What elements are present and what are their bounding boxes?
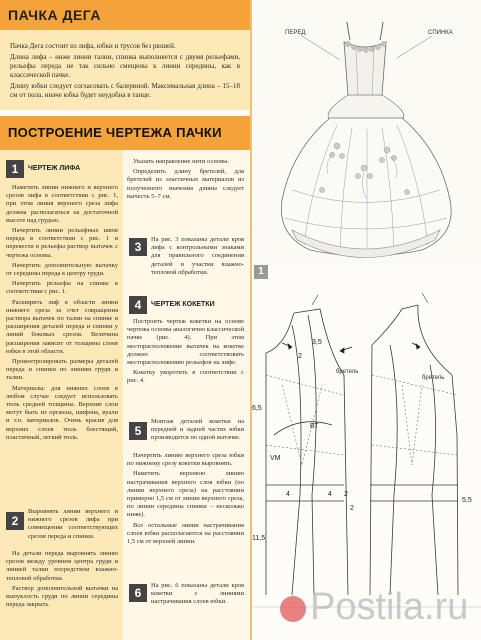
continuation-paragraph: Указать направление нити основы. — [133, 158, 230, 165]
dim-2-top: 2 — [298, 353, 302, 360]
section-bar — [0, 116, 250, 150]
step-1-paragraph: Материалы: для нижних слоев в любом случае следует использовать тюль средней толщины. Верхние слои могут быть из органзы, шифона, вуали и т.п. материалов. Очень красив для верхних слоев тюль блестящий, пластичный, легкий тюль. — [6, 384, 118, 441]
step-2-text — [6, 550, 118, 638]
step-4-paragraph: Построить чертеж кокетки на основе чертежа основы аналогично классической пачке (рис. 4). При этом месторасположение вытачек на кокетке должно соответствовать месторасположению рельефов на лифе. — [127, 318, 244, 367]
intro-paragraph: Пачка Дега состоит из лифа, юбки и трусов без рюшей. — [10, 42, 176, 50]
dim-2-low: 2 — [350, 505, 354, 512]
dim-3-5: 3,5 — [312, 339, 322, 346]
step-number-5: 5 — [129, 422, 147, 440]
vm-label: VM — [270, 455, 281, 462]
watermark-text: Postila.ru — [310, 586, 469, 628]
back-label: СПИНКА — [428, 30, 453, 36]
step-4-text — [127, 318, 244, 418]
step-1-paragraph: Проконтролировать размеры деталей переда и спинки по линиям груди и талии. — [6, 358, 118, 382]
page-title: ПАЧКА ДЕГА — [8, 7, 101, 23]
step-2-intro: Выровнять линии верхнего и нижнего срезов лифа при совмещении соответствующих срезов переда и спинки. — [28, 508, 118, 540]
step-5-intro: Монтаж деталей кокетки на передней и задней частях юбки производится по одной вытачке. — [151, 418, 244, 442]
step-1-paragraph: Начертить линии рельефных швов переда в соответствии с рис. 1 и перевести в рельефы раствор вытачек с чертежа основы. — [6, 227, 118, 259]
dim-2-mid: 2 — [344, 491, 348, 498]
strap-label-back: бретель — [422, 375, 445, 381]
step-1-paragraph: Расширить лиф в области линии нижнего среза за счет сокращения раствора вытачек по талии на спинке и расширения деталей переда и спинки у линий боковых срезов. Величина расширения зависит от толщины слоев юбки в этой области. — [6, 298, 118, 355]
column-right — [123, 150, 248, 640]
step-5-paragraph: Начертить линию верхнего среза юбки по нижнему срезу кокетки выровнять. — [127, 452, 244, 468]
step-5-text — [127, 452, 244, 592]
section-title: ПОСТРОЕНИЕ ЧЕРТЕЖА ПАЧКИ — [8, 125, 222, 140]
step-label-yoke: ЧЕРТЕЖ КОКЕТКИ — [151, 301, 215, 308]
column-left — [0, 150, 123, 640]
front-label: ПЕРЕД — [285, 30, 306, 36]
pattern-lines — [252, 265, 481, 640]
step-5-paragraph: Все остальные линии настрачивания слоев юбки располагаются на расстоянии 1,5 см от верхней линии. — [127, 521, 244, 546]
step-5-paragraph: Наметить верхнюю линию настрачивания верхнего слоя юбки (по линии верхнего среза) на расстоянии примерно 1,5 см от линии верхнего среза, по линии середины спинки – несколько ниже). — [127, 470, 244, 519]
dim-11-5: 11,5 — [252, 535, 266, 542]
step-1-paragraph: Начертить дополнительную вытачку от середины переда к центру груди. — [6, 261, 118, 278]
step-6-text: На рис. 6 показаны детали кроя кокетки с линиями настрачивания слоев юбки. — [151, 582, 244, 606]
dim-4-left: 4 — [286, 491, 290, 498]
bodice-continuation — [127, 158, 244, 236]
watermark-icon — [280, 596, 306, 622]
step-number-1: 1 — [6, 160, 24, 178]
step-3-text: На рис. 3 показаны детали кроя лифа с контрольными знаками для правильного соединения деталей и участки влажно-тепловой обработки. — [151, 236, 244, 276]
step-number-3: 3 — [129, 238, 147, 256]
intro-paragraph: Длина лифа – ниже линии талии, спинка выполняется с двумя рельефами, рельефы переда не так сильно смещены к линии середины, как в классической пачке. — [10, 53, 240, 79]
step-label-bodice: ЧЕРТЕЖ ЛИФА — [28, 165, 81, 172]
header-bar — [0, 0, 250, 30]
dim-5-5: 5,5 — [462, 497, 472, 504]
figure-number: 1 — [254, 265, 268, 279]
pattern-drawing — [252, 265, 481, 640]
watermark — [280, 586, 468, 629]
dress-illustration — [252, 0, 481, 265]
step-1-paragraph: Наметить линии нижнего и верхнего срезов лифа в соответствии с рис. 1, при этом линия верхнего среза лифа должна располагаться на достаточной высоте над грудью. — [6, 184, 118, 224]
step-number-4: 4 — [129, 296, 147, 314]
step-1-paragraph: Начертить рельефы на спинке в соответствии с рис. 1. — [6, 280, 118, 296]
step-4-paragraph: Кокетку укоротить в соответствии с рис. 4. — [127, 369, 244, 385]
step-number-6: 6 — [129, 584, 147, 602]
bt-label: ВТ — [310, 423, 319, 430]
strap-label-front: бретель — [336, 369, 359, 375]
intro-panel — [0, 30, 250, 110]
dim-6-5: 6,5 — [252, 405, 262, 412]
step-number-2: 2 — [6, 512, 24, 530]
step-2-paragraph: Раствор дополнительной вытачки на выпуклость груди по линии середины переда закрыть. — [6, 584, 118, 609]
tutu-dress-drawing — [252, 0, 481, 265]
dim-4-right: 4 — [328, 491, 332, 498]
intro-paragraph: Длину юбки следует согласовать с балериной. Максимальная длина – 15–18 см от пола, иначе юбка будет неудобна в танце. — [10, 82, 240, 99]
continuation-paragraph: Определить длину бретелей, для бретелей из эластичных материалов из полученного значения длины следует вычесть 5–7 см. — [127, 168, 244, 200]
step-1-text — [6, 184, 118, 504]
step-2-paragraph: На детали переда выровнять линию срезов между уровнем центра груди и линией талии посредством влажно-тепловой обработки. — [6, 550, 118, 582]
